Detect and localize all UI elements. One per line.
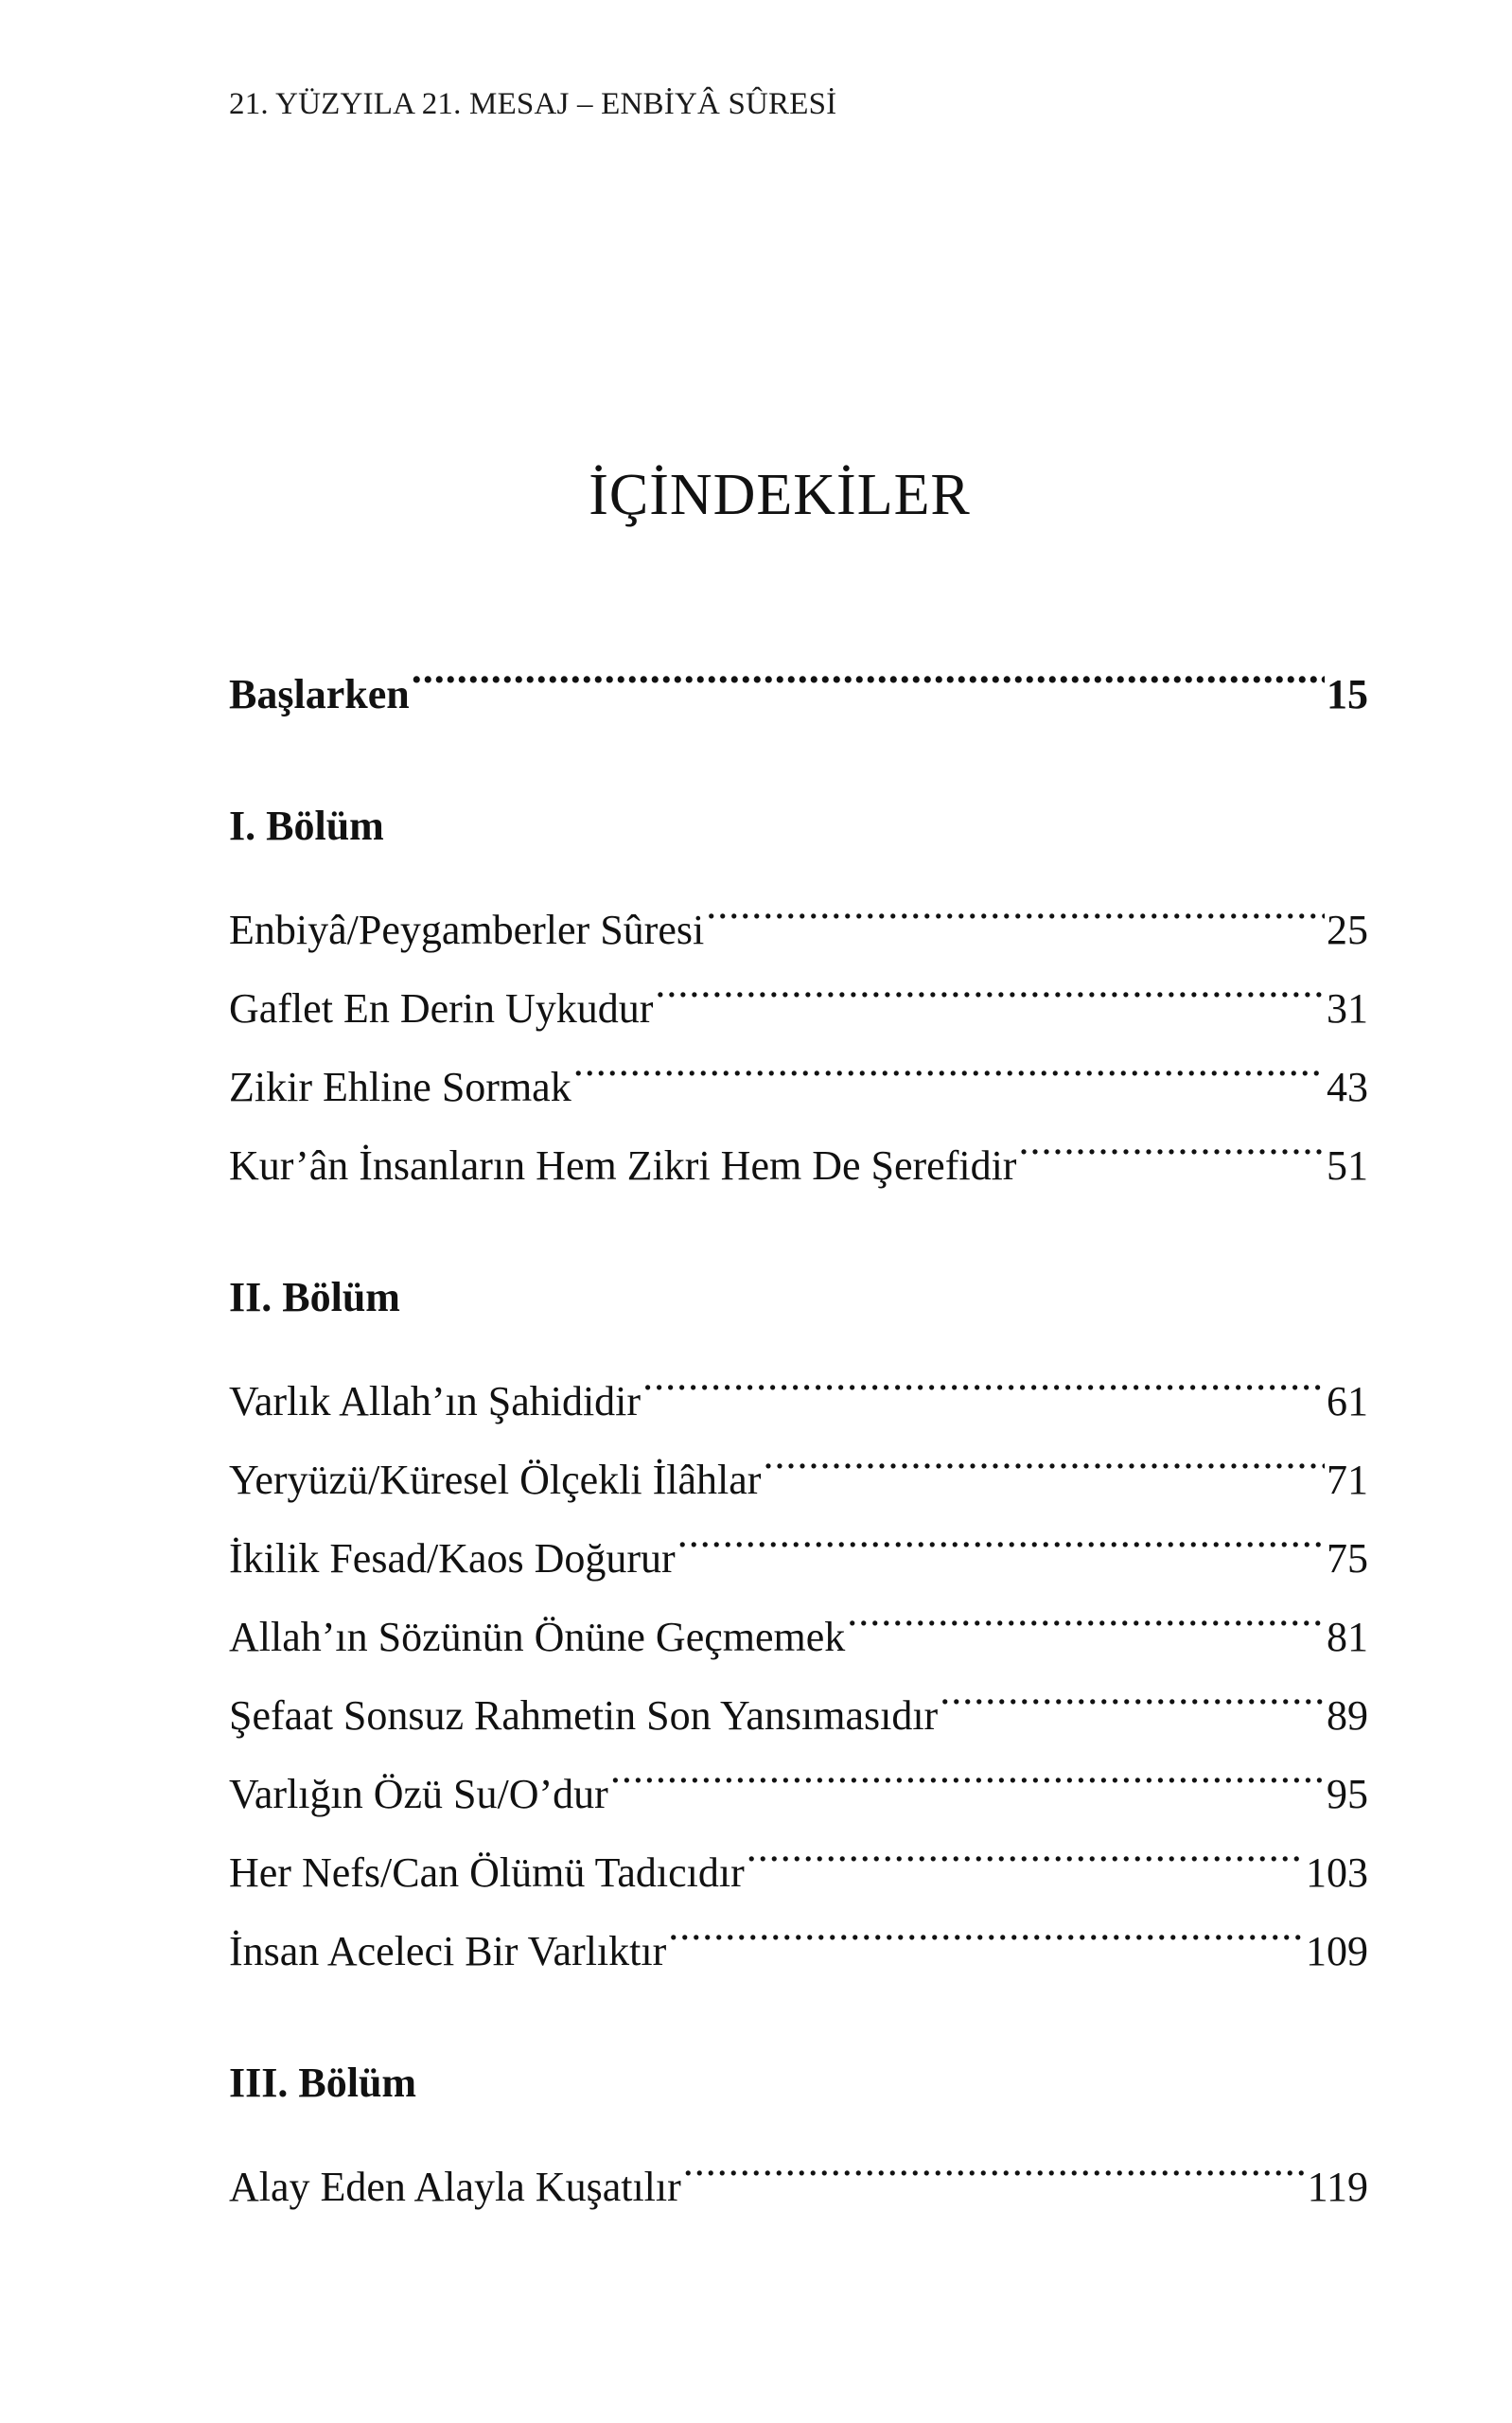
- toc-entry-page: 43: [1327, 1064, 1368, 1110]
- dot-leader: [747, 1808, 1304, 1886]
- toc-entry[interactable]: [229, 1336, 1368, 1424]
- table-of-contents: [229, 629, 1368, 2210]
- dot-leader: [610, 1729, 1325, 1808]
- toc-entry-page: 109: [1306, 1928, 1368, 1974]
- toc-entry-page: 119: [1307, 2164, 1368, 2210]
- running-header: 21. YÜZYILA 21. MESAJ – ENBİYÂ SÛRESİ: [229, 87, 837, 121]
- dot-leader: [573, 1022, 1325, 1101]
- toc-entry-label: İkilik Fesad/Kaos Doğurur: [229, 1535, 676, 1582]
- dot-leader: [412, 629, 1325, 708]
- dot-leader: [763, 1415, 1325, 1494]
- toc-entry-label: Alay Eden Alayla Kuşatılır: [229, 2164, 681, 2210]
- dot-leader: [642, 1336, 1325, 1415]
- toc-entry-page: 95: [1327, 1771, 1368, 1817]
- toc-entry-page: 61: [1327, 1378, 1368, 1424]
- toc-entry-page: 89: [1327, 1692, 1368, 1739]
- toc-entry-page: 71: [1327, 1457, 1368, 1503]
- toc-entry-intro[interactable]: [229, 629, 1368, 717]
- toc-entry-page: 51: [1327, 1142, 1368, 1189]
- dot-leader: [940, 1651, 1325, 1729]
- toc-entry-page: 31: [1327, 985, 1368, 1032]
- dot-leader: [668, 1886, 1304, 1965]
- dot-leader: [1018, 1101, 1325, 1179]
- toc-entry-label: Varlığın Özü Su/O’dur: [229, 1771, 608, 1817]
- toc-entry-label: Kur’ân İnsanların Hem Zikri Hem De Şerefidir: [229, 1142, 1017, 1189]
- section-heading-3: III. Bölüm: [229, 2060, 417, 2106]
- section-heading-2: II. Bölüm: [229, 1274, 400, 1320]
- toc-entry-label: Varlık Allah’ın Şahididir: [229, 1378, 642, 1424]
- toc-entry-label: Başlarken: [229, 671, 410, 717]
- toc-entry-label: Her Nefs/Can Ölümü Tadıcıdır: [229, 1849, 745, 1896]
- toc-entry[interactable]: [229, 865, 1368, 953]
- toc-entry-page: 15: [1327, 671, 1368, 717]
- dot-leader: [655, 944, 1325, 1022]
- toc-entry-label: Gaflet En Derin Uykudur: [229, 985, 654, 1032]
- toc-entry-page: 103: [1306, 1849, 1368, 1896]
- toc-entry-page: 81: [1327, 1614, 1368, 1660]
- toc-entry-page: 25: [1327, 907, 1368, 953]
- section-heading-1: I. Bölüm: [229, 803, 384, 849]
- dot-leader: [683, 2122, 1306, 2201]
- toc-entry-label: Zikir Ehline Sormak: [229, 1064, 571, 1110]
- dot-leader: [706, 865, 1325, 944]
- toc-entry-label: Yeryüzü/Küresel Ölçekli İlâhlar: [229, 1457, 762, 1503]
- toc-entry-label: Enbiyâ/Peygamberler Sûresi: [229, 907, 705, 953]
- dot-leader: [847, 1572, 1325, 1651]
- toc-entry-page: 75: [1327, 1535, 1368, 1582]
- toc-entry-label: Allah’ın Sözünün Önüne Geçmemek: [229, 1614, 846, 1660]
- toc-entry-label: Şefaat Sonsuz Rahmetin Son Yansımasıdır: [229, 1692, 939, 1739]
- toc-entry[interactable]: [229, 2122, 1368, 2210]
- toc-entry-label: İnsan Aceleci Bir Varlıktır: [229, 1928, 667, 1974]
- dot-leader: [677, 1494, 1325, 1572]
- toc-title: İÇİNDEKİLER: [589, 463, 971, 527]
